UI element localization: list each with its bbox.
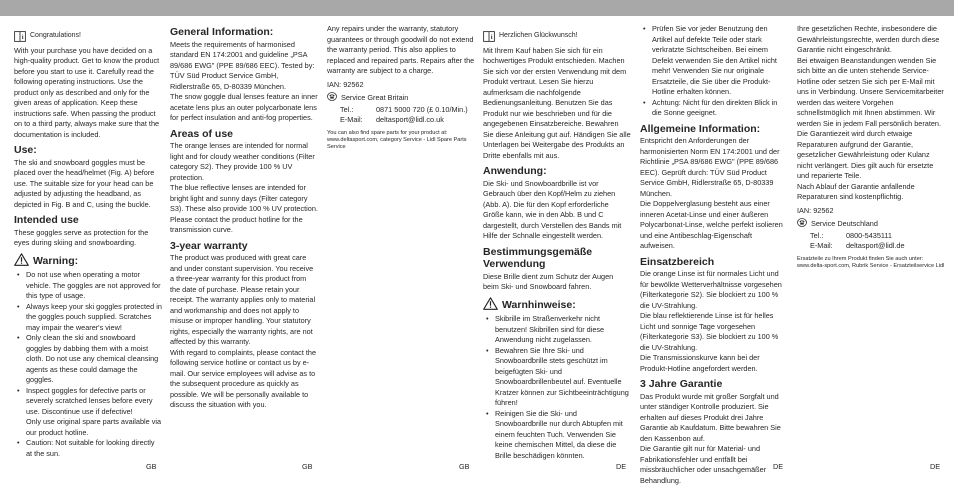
intended-use-heading: Intended use bbox=[14, 214, 79, 226]
use-text: The ski and snowboard goggles must be placed over the head/helmet (Fig. A) before use. The suitable size for your head can be adjusted by adjusting the headband, as depicted in Fig. B and C, using the buckle. bbox=[14, 157, 155, 209]
use-heading: Anwendung: bbox=[483, 165, 547, 177]
warning-list bbox=[14, 270, 162, 459]
warning-heading: Warnhinweise: bbox=[502, 298, 576, 311]
areas-of-use-heading: Areas of use bbox=[170, 127, 234, 140]
areas-of-use-hotline: Please contact the product hotline for the transmission curve. bbox=[170, 214, 303, 234]
areas-of-use-blue: Die blau reflektierende Linse ist für helles Licht und sonnige Tage vorgesehen (Filterkategorie S3). Sie blockiert zu 100 % die UV-Strahlung. bbox=[640, 311, 779, 352]
footer-language-gb: GB bbox=[302, 462, 313, 471]
ian-number: IAN: 92562 bbox=[327, 79, 364, 89]
congratulations-row bbox=[14, 31, 162, 46]
warning-item: • Bewahren Sie Ihre Ski- und Snowboardbrille stets geschützt im beigefügten Ski- und Snowboardbrillenbeutel auf. Eventuelle Kratzer können zur Sichtbeeinträchtigung führen! bbox=[495, 346, 631, 409]
tel-value[interactable]: 0871 5000 720 (£ 0.10/Min.) bbox=[376, 104, 468, 114]
footer-language-gb: GB bbox=[146, 462, 157, 471]
email-label: E-Mail: bbox=[340, 115, 363, 124]
general-info-heading: Allgemeine Information: bbox=[640, 122, 761, 135]
warning-heading-row bbox=[14, 253, 162, 270]
ian-number: IAN: 92562 bbox=[797, 205, 834, 215]
footer-language-gb: GB bbox=[459, 462, 470, 471]
column-gb-1 bbox=[14, 31, 162, 459]
warning-item: • Achtung: Nicht für den direkten Blick in die Sonne geeignet. bbox=[652, 98, 788, 119]
use-heading: Use: bbox=[14, 144, 37, 156]
warning-list bbox=[483, 314, 631, 461]
areas-of-use-blue: The blue reflective lenses are intended for bright light and sunny days (Filter category S3). These also provide 100 % UV protection. bbox=[170, 183, 318, 213]
warranty-heading: 3-year warranty bbox=[170, 239, 248, 252]
congratulations-text: Congratulations! bbox=[30, 32, 81, 39]
warning-item: • Do not use when operating a motor vehicle. The goggles are not approved for this type of usage. bbox=[26, 270, 162, 302]
service-email-row bbox=[797, 241, 945, 252]
intro-text: With your purchase you have decided on a high-quality product. Get to know the product before you start to use it. Carefully read the following operating instructions. Use the product only as described and only for the given areas of application. Keep these instructions safe. When passing the product on to a third party, always make sure that the documentation is included. bbox=[14, 45, 160, 139]
column-gb-3 bbox=[327, 24, 475, 152]
service-block bbox=[327, 92, 475, 126]
instruction-book-icon bbox=[483, 31, 495, 46]
warning-heading-row bbox=[483, 297, 631, 314]
congratulations-row bbox=[483, 31, 631, 46]
email-value[interactable]: deltasport@lidl.co.uk bbox=[376, 115, 444, 124]
congratulations-text: Herzlichen Glückwunsch! bbox=[499, 32, 578, 39]
warning-item: • Prüfen Sie vor jeder Benutzung den Artikel auf defekte Teile oder stark verkratzte Sichtscheiben. Bei einem Defekt verwenden Sie den Artikel nicht mehr! Verwenden Sie nur originale Ersatzteile, die Sie über die Produkt-Hotline erhalten können. bbox=[652, 24, 788, 98]
complaints-text: Bei etwaigen Beanstandungen wenden Sie sich bitte an die unten stehende Service-Hotline oder setzen Sie sich per E-Mail mit uns in Verbindung. Unsere Servicemitarbeiter werden das weitere Vorgehen schnellstmöglich mit Ihnen abstimmen. Wir werden Sie in jedem Fall persönlich beraten. Die Garantiezeit wird durch etwaige Reparaturen aufgrund der Garantie, gesetzlicher Gewährleistung oder Kulanz nicht verlängert. Dies gilt auch für ersetzte und reparierte Teile. bbox=[797, 55, 944, 180]
general-info-text-lenses: The snow goggle dual lenses feature an inner acetate lens plus an outer polycarbonate lens for perfect insulation and anti-fog properties. bbox=[170, 92, 318, 122]
warning-item: • Caution: Not suitable for looking directly at the sun. bbox=[26, 438, 162, 459]
warning-item: • Only clean the ski and snowboard goggles by dabbing them with a moist cloth. Do not use any chemical cleansing agents as these could damage the goggles. bbox=[26, 333, 162, 386]
service-tel-row bbox=[327, 105, 475, 116]
phone-service-icon bbox=[327, 92, 337, 105]
column-de-3 bbox=[797, 24, 945, 270]
email-value[interactable]: deltasport@lidl.de bbox=[846, 241, 905, 250]
footer-language-de: DE bbox=[773, 462, 784, 471]
general-info-text: Entspricht den Anforderungen der harmonisierten Norm EN 174:2001 und der Richtlinie „PSA 89/686 EWG" (PPE 89/686 EEC). Geprüft durch: TÜV Süd Product Service GmbH, Ridlerstraße 65, D-80339 München. bbox=[640, 136, 780, 198]
warning-item-continuation: Only use original spare parts available via our product hotline. bbox=[26, 417, 162, 437]
column-de-1 bbox=[483, 31, 631, 461]
footer-language-de: DE bbox=[616, 462, 627, 471]
service-title-row bbox=[797, 218, 945, 231]
warning-item: • Reinigen Sie die Ski- und Snowboardbrille nur durch Abtupfen mit einem feuchten Tuch. Verwenden Sie keine chemischen Mittel, da diese die Brille beschädigen könnten. bbox=[495, 409, 631, 462]
warning-triangle-icon bbox=[14, 253, 29, 270]
general-info-text: Meets the requirements of harmonised standard EN 174:2001 and guideline „PSA 89/686 EWG" (PPE 89/686 EEC). Tested by: TÜV Süd Product Service GmbH, Ridlerstraße 65, D-80339 München. bbox=[170, 39, 315, 91]
warning-item: • Skibrille im Straßenverkehr nicht benutzen! Skibrillen sind für diese Anwendung nicht zugelassen. bbox=[495, 314, 631, 346]
service-title: Service Great Britain bbox=[341, 93, 409, 102]
intro-text: Mit Ihrem Kauf haben Sie sich für ein hochwertiges Produkt entschieden. Machen Sie sich vor der ersten Verwendung mit dem Produkt vertraut. Lesen Sie hierzu aufmerksam die nachfolgende Bedienungsanleitung. Benutzen Sie das Produkt nur wie beschrieben und für die angegebenen Einsatzbereiche. Bewahren Sie diese Anleitung gut auf. Händigen Sie alle Unterlagen bei Weitergabe des Produkts an Dritte ebenfalls mit aus. bbox=[483, 45, 631, 160]
email-label: E-Mail: bbox=[810, 241, 833, 250]
column-de-2 bbox=[640, 24, 788, 486]
top-bar bbox=[0, 0, 954, 16]
warning-triangle-icon bbox=[483, 297, 498, 314]
instruction-book-icon bbox=[14, 31, 26, 46]
intended-use-text: Diese Brille dient zum Schutz der Augen beim Ski- und Snowboard fahren. bbox=[483, 271, 614, 291]
footer-language-de: DE bbox=[930, 462, 941, 471]
repairs-cost-text: Nach Ablauf der Garantie anfallende Reparaturen sind kostenpflichtig. bbox=[797, 181, 915, 201]
warning-list-continued bbox=[640, 24, 788, 119]
intended-use-heading: Bestimmungsgemäße Verwendung bbox=[483, 245, 593, 270]
use-text: Die Ski- und Snowboardbrille ist vor Gebrauch über den Kopf/Helm zu ziehen (Abb. A). Die für den Kopf erforderliche Größe kann, wie in den Abb. B und C dargestellt, durch Verstellen des Bands mit Hilfe der Schnalle eingestellt werden. bbox=[483, 178, 622, 240]
general-info-text-lenses: Die Doppelverglasung besteht aus einer inneren Acetat-Linse und einer äußeren Polycarbonat-Linse, welche perfekt isolieren und eine Antibeschlag-Eigenschaft aufweisen. bbox=[640, 199, 783, 250]
service-title-row bbox=[327, 92, 475, 105]
service-email-row bbox=[327, 115, 475, 126]
warranty-text: Das Produkt wurde mit großer Sorgfalt und unter ständiger Kontrolle produziert. Sie erhalten auf dieses Produkt drei Jahre Garantie ab Kaufdatum. Bitte bewahren Sie den Kassenbon auf. bbox=[640, 391, 781, 443]
warranty-heading: 3 Jahre Garantie bbox=[640, 378, 723, 390]
tel-label: Tel.: bbox=[340, 104, 354, 114]
warning-item: • Inspect goggles for defective parts or severely scratched lenses before every use. Discontinue use if defective! bbox=[26, 386, 162, 418]
warranty-scope-text: Die Garantie gilt nur für Material- und Fabrikationsfehler und entfällt bei missbräuchlicher oder unsachgemäßer Behandlung. bbox=[640, 444, 767, 485]
repairs-text: Any repairs under the warranty, statutory guarantees or through goodwill do not extend the warranty period. This also applies to replaced and repaired parts. Repairs after the warranty are subject to a charge. bbox=[327, 24, 475, 75]
areas-of-use-heading: Einsatzbereich bbox=[640, 255, 715, 268]
column-gb-2 bbox=[170, 24, 318, 411]
service-block bbox=[797, 218, 945, 252]
warning-heading: Warning: bbox=[33, 254, 79, 267]
warning-item: • Always keep your ski goggles protected in the goggles pouch supplied. Scratches may impair the wearer's view! bbox=[26, 302, 162, 334]
phone-service-icon bbox=[797, 218, 807, 231]
spare-parts-text: You can also find spare parts for your product at: www.deltasport.com, category Service - Lidl Spare Parts Service bbox=[327, 129, 467, 151]
warranty-contact-text: With regard to complaints, please contact the following service hotline or contact us by e-mail. Our service employees will advise as to the subsequent procedure as quickly as possible. We will be personally available to discuss the situation with you. bbox=[170, 347, 317, 409]
svg-text:i: i bbox=[21, 34, 24, 41]
warranty-text: The product was produced with great care and under constant supervision. You receive a three-year warranty for this product from the date of purchase. Please retain your receipt. The warranty applies only to material and workmanship and does not apply to misuse or improper handling. Your statutory rights, especially the warranty rights, are not affected by this warranty. bbox=[170, 253, 316, 346]
tel-label: Tel.: bbox=[810, 230, 824, 240]
service-title: Service Deutschland bbox=[811, 219, 878, 228]
intended-use-text: These goggles serve as protection for the eyes during skiing and snowboarding. bbox=[14, 227, 149, 247]
areas-of-use-orange: The orange lenses are intended for normal light and for cloudy weather conditions (Filter category S2). They provide 100 % UV protection. bbox=[170, 141, 315, 182]
spare-parts-text: Ersatzteile zu Ihrem Produkt finden Sie auch unter: www.delta-sport.com, Rubrik Service - Ersatzteilservice Lidl bbox=[797, 255, 945, 269]
tel-value[interactable]: 0800-5435111 bbox=[846, 230, 892, 240]
general-info-heading: General Information: bbox=[170, 26, 274, 38]
service-tel-row bbox=[797, 231, 945, 242]
areas-of-use-hotline: Die Transmissionskurve kann bei der Produkt-Hotline angefordert werden. bbox=[640, 353, 760, 373]
areas-of-use-orange: Die orange Linse ist für normales Licht und für bewölkte Wetterverhältnisse vorgesehen (Filterkategorie S2). Sie blockiert zu 100 % die UV-Strahlung. bbox=[640, 269, 782, 310]
statutory-rights-text: Ihre gesetzlichen Rechte, insbesondere die Gewährleistungsrechte, werden durch diese Garantie nicht eingeschränkt. bbox=[797, 24, 940, 54]
svg-text:i: i bbox=[490, 34, 493, 41]
